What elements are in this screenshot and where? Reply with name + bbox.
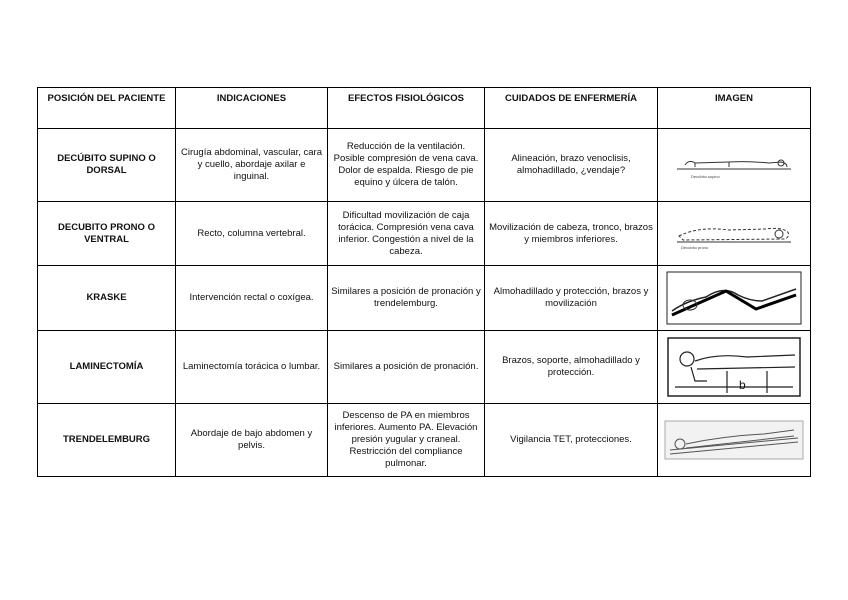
image-caption: Decúbito prono [681,244,709,250]
indications-cell: Recto, columna vertebral. [176,202,328,266]
position-cell: LAMINECTOMÍA [38,331,176,404]
image-cell [658,331,811,404]
care-cell: Alineación, brazo venoclisis, almohadillado, ¿vendaje? [485,129,658,202]
image-caption: Decúbito supino [691,174,720,179]
indications-cell: Abordaje de bajo abdomen y pelvis. [176,404,328,477]
table-row [38,129,811,202]
header-position: POSICIÓN DEL PACIENTE [38,88,176,129]
table-row [38,266,811,331]
table-row [38,202,811,266]
position-cell: DECUBITO PRONO O VENTRAL [38,202,176,266]
kraske-patient-illustration [666,271,802,325]
trendelenburg-patient-illustration [664,420,804,460]
effects-cell: Similares a posición de pronación y trendelemburg. [328,266,485,331]
effects-cell: Similares a posición de pronación. [328,331,485,404]
prone-patient-illustration [669,214,799,254]
supine-patient-illustration [669,145,799,185]
effects-cell: Dificultad movilización de caja torácica. Compresión vena cava inferior. Congestión a nivel de la cabeza. [328,202,485,266]
image-cell [658,404,811,477]
laminectomy-patient-illustration [667,337,801,397]
care-cell: Brazos, soporte, almohadillado y protección. [485,331,658,404]
indications-cell: Cirugía abdominal, vascular, cara y cuello, abordaje axilar e inguinal. [176,129,328,202]
header-indications: INDICACIONES [176,88,328,129]
effects-cell: Reducción de la ventilación. Posible compresión de vena cava. Dolor de espalda. Riesgo de pie equino y úlcera de talón. [328,129,485,202]
indications-cell: Laminectomía torácica o lumbar. [176,331,328,404]
indications-cell: Intervención rectal o coxígea. [176,266,328,331]
table-row [38,404,811,477]
position-cell: KRASKE [38,266,176,331]
position-cell: TRENDELEMBURG [38,404,176,477]
care-cell: Vigilancia TET, protecciones. [485,404,658,477]
image-label: b [739,378,746,392]
care-cell: Movilización de cabeza, tronco, brazos y miembros inferiores. [485,202,658,266]
header-row [38,88,811,129]
image-cell [658,266,811,331]
effects-cell: Descenso de PA en miembros inferiores. Aumento PA. Elevación presión yugular y craneal. Restricción del compliance pulmonar. [328,404,485,477]
header-effects: EFECTOS FISIOLÓGICOS [328,88,485,129]
positions-table [37,87,811,477]
image-cell [658,129,811,202]
position-cell: DECÚBITO SUPINO O DORSAL [38,129,176,202]
image-cell [658,202,811,266]
table-row [38,331,811,404]
header-image: IMAGEN [658,88,811,129]
header-care: CUIDADOS DE ENFERMERÍA [485,88,658,129]
care-cell: Almohadillado y protección, brazos y movilización [485,266,658,331]
